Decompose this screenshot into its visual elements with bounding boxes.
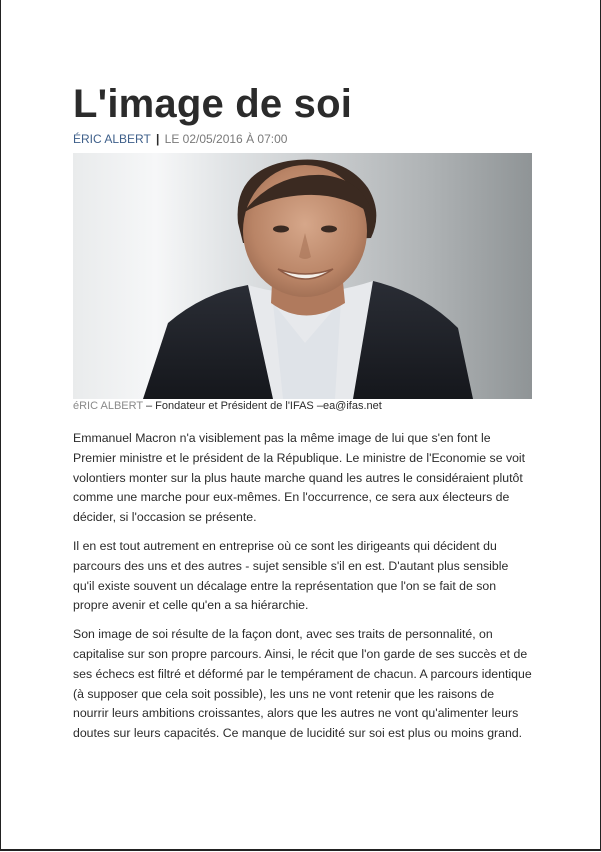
caption-name: éRIC ALBERT <box>73 400 143 412</box>
photo-caption <box>73 400 533 413</box>
publish-date: 02/05/2016 À 07:00 <box>182 132 288 146</box>
article-title: L'image de soi <box>73 82 353 126</box>
paragraph: Il en est tout autrement en entreprise où ce sont les dirigeants qui décident du parcours des uns et des autres - sujet sensible s'il en est. D'autant plus sensible qu'il existe souvent un décalage entre la représentation que l'on se fait de son propre avenir et celle qu'en a sa hiérarchie. <box>73 538 509 613</box>
byline-separator: | <box>155 132 160 146</box>
article <box>73 79 533 753</box>
date-prefix: LE <box>164 132 180 146</box>
caption-text: – Fondateur et Président de l'IFAS –ea@ifas.net <box>142 400 382 412</box>
paragraph: Emmanuel Macron n'a visiblement pas la même image de lui que s'en font le Premier ministre et le président de la République. Le ministre de l'Economie se voit volontiers monter sur la plus haute marche quand les autres le considéraient plutôt comme une marche pour eux-mêmes. En l'occurrence, ce sera aux électeurs de décider, si l'occasion se présente. <box>73 431 526 525</box>
article-body <box>73 429 533 744</box>
portrait-illustration <box>73 153 532 399</box>
author-link[interactable]: ÉRIC ALBERT <box>73 132 151 146</box>
portrait-photo <box>73 153 532 399</box>
paragraph: Son image de soi résulte de la façon dont, avec ses traits de personnalité, on capitalise sur son propre parcours. Ainsi, le récit que l'on garde de ses succès et de ses échecs est filtré et déformé par le tempérament de chacun. A parcours identique (à supposer que cela soit possible), les uns ne vont retenir que les raisons de nourrir leurs ambitions croissantes, alors que les autres ne vont qu'alimenter leurs doutes sur leurs capacités. Ce manque de lucidité sur soi est plus ou moins grand. <box>73 627 532 741</box>
byline <box>73 132 533 146</box>
